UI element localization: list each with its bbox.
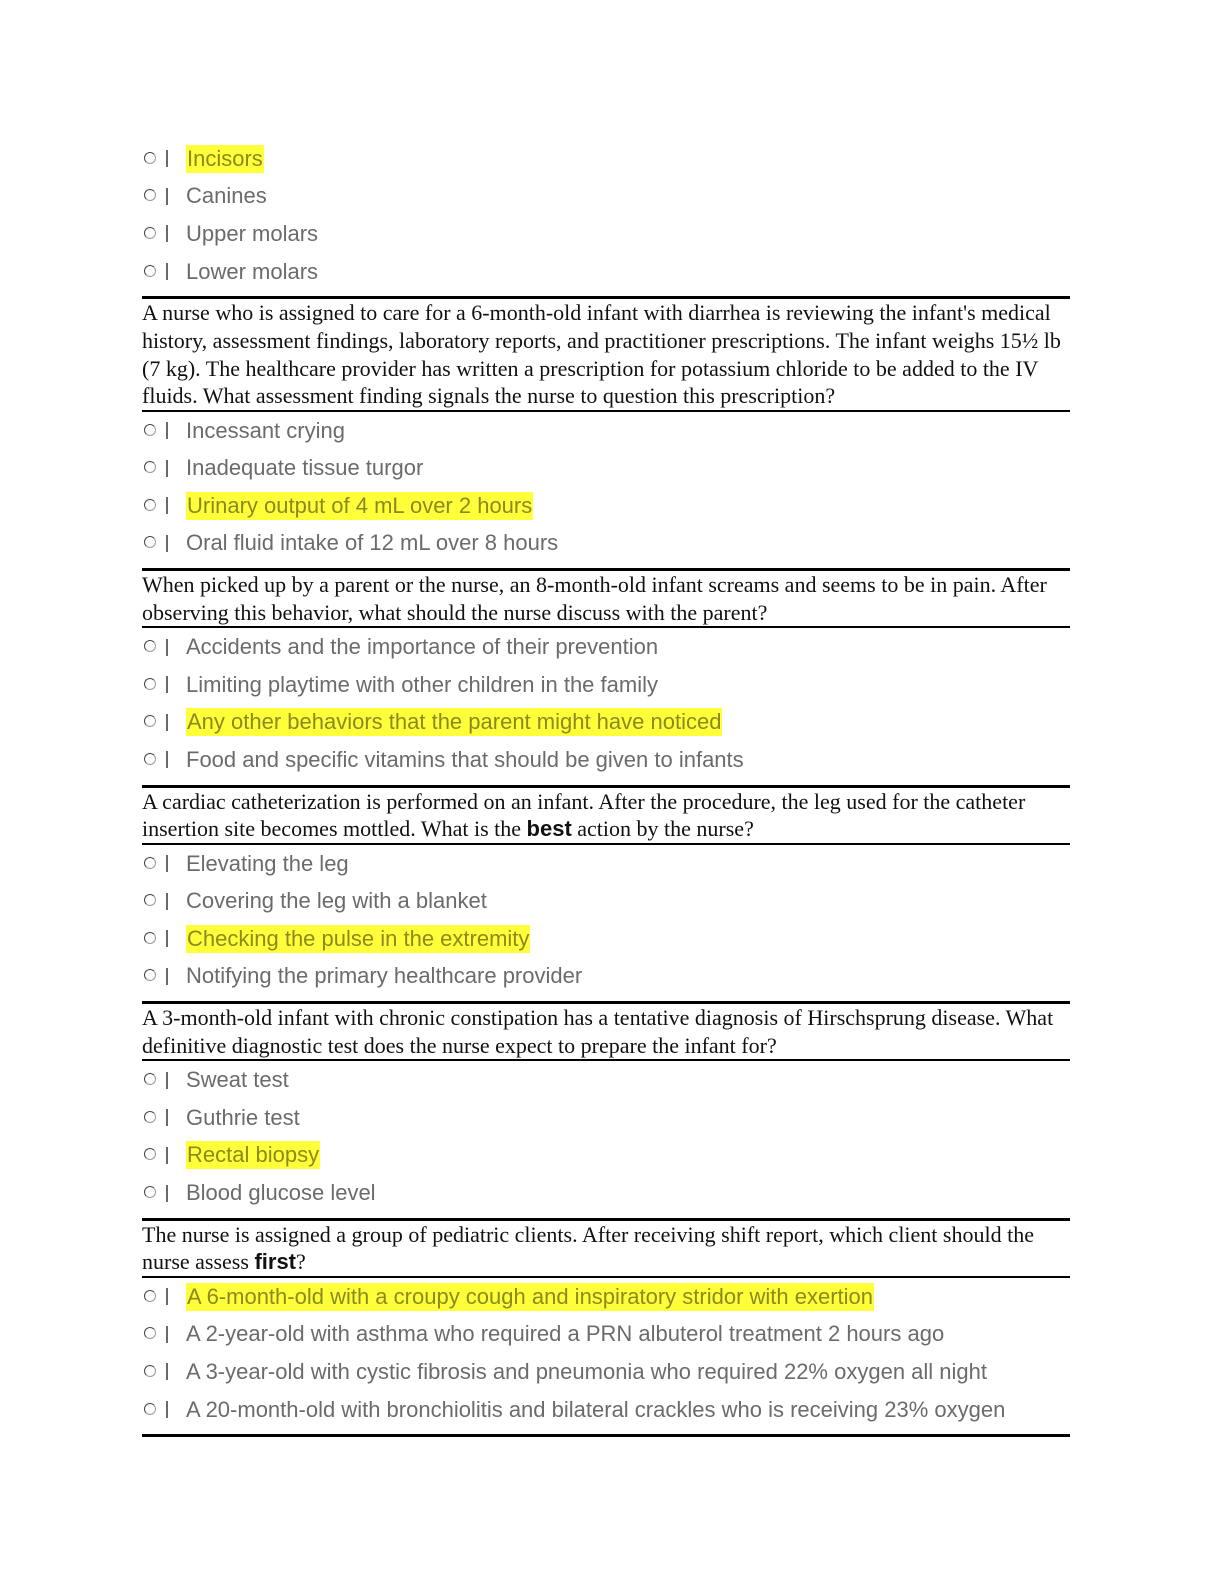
option-text: Lower molars	[186, 258, 319, 284]
option-text: Limiting playtime with other children in the family	[186, 671, 658, 697]
radio-button-icon[interactable]	[144, 498, 160, 514]
answer-option[interactable]	[142, 487, 1070, 525]
option-text: Food and specific vitamins that should be given to infants	[186, 746, 744, 772]
question-text	[142, 296, 1070, 411]
option-separator	[166, 1072, 168, 1089]
option-separator	[166, 422, 168, 439]
radio-button-icon[interactable]	[144, 752, 160, 768]
radio-button-icon[interactable]	[144, 423, 160, 439]
option-separator	[166, 1363, 168, 1380]
option-text-highlighted: Rectal biopsy	[187, 1142, 320, 1168]
option-text: Oral fluid intake of 12 mL over 8 hours	[186, 530, 559, 556]
radio-button-icon[interactable]	[144, 968, 160, 984]
answer-option[interactable]	[142, 741, 1070, 779]
option-separator	[166, 639, 168, 656]
option-text-highlighted: Any other behaviors that the parent might have noticed	[187, 709, 722, 735]
option-separator	[166, 968, 168, 985]
option-separator	[166, 930, 168, 947]
answer-option[interactable]	[142, 449, 1070, 487]
question-emphasis: first	[254, 1249, 296, 1275]
question-text-part: A cardiac catheterization is performed on an infant. After the procedure, the leg used for the catheter insertion site becomes mottled. What is the	[142, 788, 1026, 842]
question-text	[142, 568, 1070, 628]
question-emphasis: best	[526, 816, 572, 842]
option-separator	[166, 460, 168, 477]
option-separator	[166, 497, 168, 514]
radio-button-icon[interactable]	[144, 714, 160, 730]
answer-option[interactable]	[142, 1316, 1070, 1354]
radio-button-icon[interactable]	[144, 1110, 160, 1126]
option-text: Sweat test	[186, 1067, 289, 1093]
answer-option[interactable]	[142, 704, 1070, 742]
option-text: Covering the leg with a blanket	[186, 888, 487, 914]
radio-button-icon[interactable]	[144, 151, 160, 167]
question-text-part: ?	[296, 1249, 306, 1275]
radio-button-icon[interactable]	[144, 1185, 160, 1201]
option-separator	[166, 150, 168, 167]
document-page	[142, 140, 1070, 1437]
answer-option[interactable]	[142, 1353, 1070, 1391]
radio-button-icon[interactable]	[144, 893, 160, 909]
option-separator	[166, 1326, 168, 1343]
radio-button-icon[interactable]	[144, 264, 160, 280]
bottom-rule	[142, 1434, 1070, 1437]
answer-option[interactable]	[142, 628, 1070, 666]
radio-button-icon[interactable]	[144, 460, 160, 476]
radio-button-icon[interactable]	[144, 535, 160, 551]
option-text: Guthrie test	[186, 1104, 300, 1130]
option-separator	[166, 188, 168, 205]
answer-option[interactable]	[142, 958, 1070, 996]
radio-button-icon[interactable]	[144, 1289, 160, 1305]
option-separator	[166, 225, 168, 242]
option-text: Upper molars	[186, 220, 319, 246]
question-block	[142, 140, 1070, 290]
radio-button-icon[interactable]	[144, 677, 160, 693]
question-text-part: action by the nurse?	[571, 816, 754, 842]
question-text	[142, 1001, 1070, 1061]
option-separator	[166, 751, 168, 768]
question-block	[142, 1001, 1070, 1212]
option-separator	[166, 676, 168, 693]
radio-button-icon[interactable]	[144, 1364, 160, 1380]
answer-option[interactable]	[142, 666, 1070, 704]
option-text-highlighted: Incisors	[187, 145, 263, 171]
radio-button-icon[interactable]	[144, 1402, 160, 1418]
answer-option[interactable]	[142, 1174, 1070, 1212]
option-text: Notifying the primary healthcare provider	[186, 963, 583, 989]
radio-button-icon[interactable]	[144, 1072, 160, 1088]
answer-option[interactable]	[142, 1391, 1070, 1429]
option-separator	[166, 855, 168, 872]
radio-button-icon[interactable]	[144, 226, 160, 242]
question-block	[142, 785, 1070, 996]
option-separator	[166, 1288, 168, 1305]
option-text: Canines	[186, 183, 267, 209]
radio-button-icon[interactable]	[144, 931, 160, 947]
option-text: Accidents and the importance of their prevention	[186, 634, 659, 660]
answer-option[interactable]	[142, 178, 1070, 216]
answer-option[interactable]	[142, 140, 1070, 178]
answer-option[interactable]	[142, 215, 1070, 253]
option-separator	[166, 714, 168, 731]
answer-option[interactable]	[142, 525, 1070, 563]
answer-option[interactable]	[142, 845, 1070, 883]
option-separator	[166, 1401, 168, 1418]
radio-button-icon[interactable]	[144, 639, 160, 655]
question-text	[142, 1218, 1070, 1278]
answer-option[interactable]	[142, 1061, 1070, 1099]
option-text: Incessant crying	[186, 417, 345, 443]
option-separator	[166, 535, 168, 552]
answer-option[interactable]	[142, 882, 1070, 920]
question-block	[142, 296, 1070, 562]
answer-option[interactable]	[142, 1099, 1070, 1137]
question-block	[142, 1218, 1070, 1438]
question-text-part: When picked up by a parent or the nurse, an 8-month-old infant screams and seems to be in pain. After observing this behavior, what should the nurse discuss with the parent?	[142, 572, 1047, 625]
option-text: A 2-year-old with asthma who required a PRN albuterol treatment 2 hours ago	[186, 1321, 945, 1347]
option-text: Inadequate tissue turgor	[186, 455, 424, 481]
option-separator	[166, 263, 168, 280]
answer-option[interactable]	[142, 412, 1070, 450]
question-text	[142, 785, 1070, 845]
answer-option[interactable]	[142, 253, 1070, 291]
option-text: A 3-year-old with cystic fibrosis and pneumonia who required 22% oxygen all night	[186, 1358, 987, 1384]
answer-option[interactable]	[142, 1278, 1070, 1316]
question-text-part: The nurse is assigned a group of pediatric clients. After receiving shift report, which client should the nurse assess	[142, 1221, 1034, 1275]
option-separator	[166, 1185, 168, 1202]
answer-option[interactable]	[142, 920, 1070, 958]
radio-button-icon[interactable]	[144, 856, 160, 872]
option-text-highlighted: A 6-month-old with a croupy cough and inspiratory stridor with exertion	[187, 1283, 874, 1309]
radio-button-icon[interactable]	[144, 188, 160, 204]
option-separator	[166, 1147, 168, 1164]
option-text: Elevating the leg	[186, 850, 349, 876]
option-text-highlighted: Urinary output of 4 mL over 2 hours	[187, 492, 533, 518]
option-text: Blood glucose level	[186, 1180, 376, 1206]
option-separator	[166, 893, 168, 910]
radio-button-icon[interactable]	[144, 1147, 160, 1163]
question-text-part: A nurse who is assigned to care for a 6-month-old infant with diarrhea is reviewing the infant's medical history, assessment findings, laboratory reports, and practitioner prescriptions. The infant weighs 15½ lb (7 kg). The healthcare provider has written a prescription for potassium chloride to be added to the IV fluids. What assessment finding signals the nurse to question this prescription?	[142, 300, 1061, 409]
option-text: A 20-month-old with bronchiolitis and bilateral crackles who is receiving 23% oxygen	[186, 1396, 1006, 1422]
radio-button-icon[interactable]	[144, 1326, 160, 1342]
answer-option[interactable]	[142, 1137, 1070, 1175]
question-text-part: A 3-month-old infant with chronic constipation has a tentative diagnosis of Hirschsprung disease. What definitive diagnostic test does the nurse expect to prepare the infant for?	[142, 1005, 1054, 1058]
option-separator	[166, 1109, 168, 1126]
option-text-highlighted: Checking the pulse in the extremity	[187, 925, 530, 951]
question-block	[142, 568, 1070, 779]
